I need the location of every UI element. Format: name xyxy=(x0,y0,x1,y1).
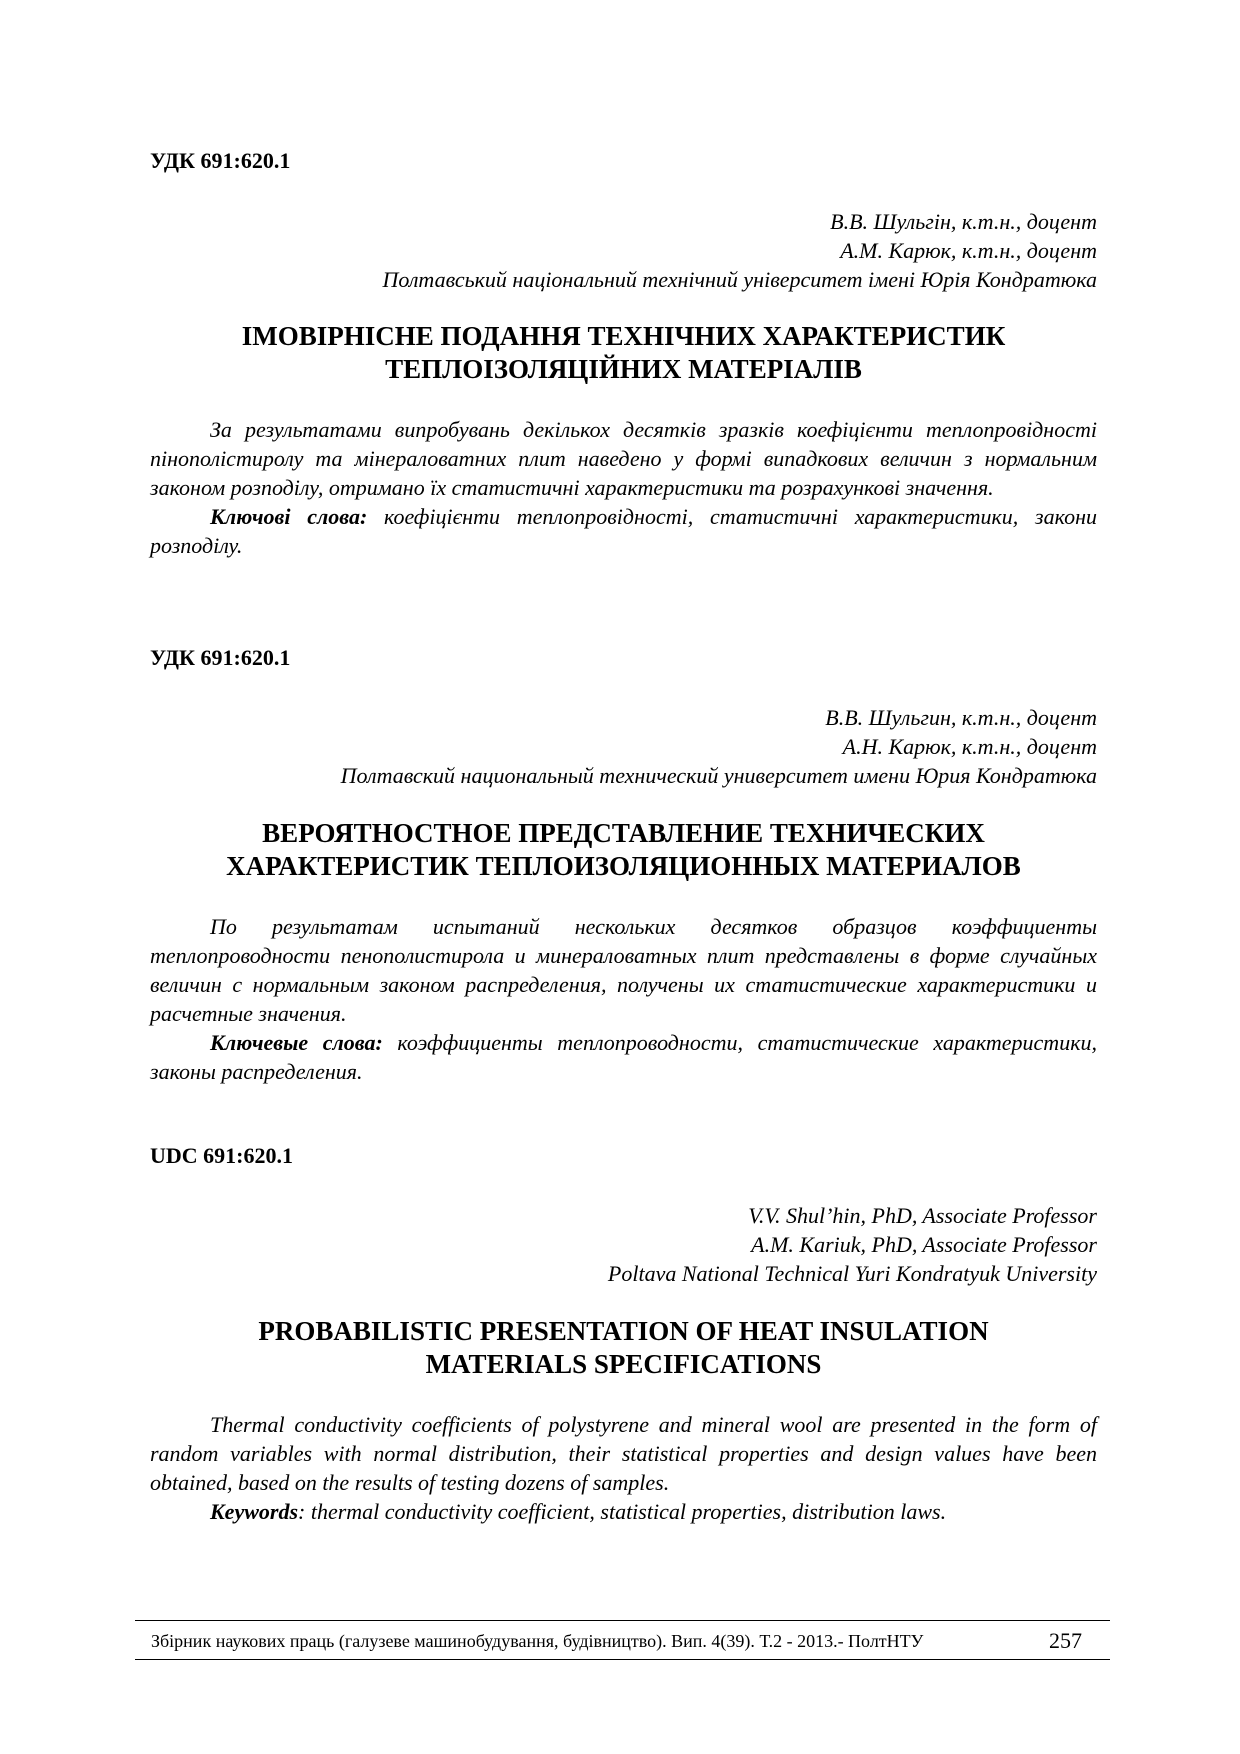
authors-uk xyxy=(150,207,1097,294)
keywords-text: : thermal conductivity coefficient, statistical properties, distribution laws. xyxy=(298,1499,947,1524)
affiliation: Полтавський національний технічний університет імені Юрія Кондратюка xyxy=(382,267,1097,292)
udc-code: УДК 691:620.1 xyxy=(150,645,291,670)
udc-code: UDC 691:620.1 xyxy=(150,1143,293,1168)
section-ru xyxy=(150,645,1097,671)
abstract-text: По результатам испытаний нескольких десятков образцов коэффициенты теплопроводности пенополистирола и минераловатных плит представлены в форме случайных величин с нормальным законом распределения, получены их статистические характеристики и расчетные значения. xyxy=(150,914,1097,1026)
author-2: А.М. Карюк, к.т.н., доцент xyxy=(840,238,1097,263)
affiliation: Полтавский национальный технический университет имени Юрия Кондратюка xyxy=(340,763,1097,788)
footer-row xyxy=(135,1621,1110,1659)
abstract-uk xyxy=(150,415,1097,560)
author-1: В.В. Шульгин, к.т.н., доцент xyxy=(825,705,1097,730)
title-line-2: ХАРАКТЕРИСТИК ТЕПЛОИЗОЛЯЦИОННЫХ МАТЕРИАЛОВ xyxy=(226,851,1021,881)
abstract-text: Thermal conductivity coefficients of polystyrene and mineral wool are presented in the form of random variables with normal distribution, their statistical properties and design values have been obtained, based on the results of testing dozens of samples. xyxy=(150,1412,1097,1495)
abstract-en xyxy=(150,1410,1097,1526)
section-en xyxy=(150,1143,1097,1169)
keywords-text: коэффициенты теплопроводности, статистические характеристики, законы распределения. xyxy=(150,1030,1097,1084)
abstract-ru xyxy=(150,912,1097,1086)
title-uk xyxy=(150,320,1097,386)
author-1: В.В. Шульгін, к.т.н., доцент xyxy=(830,209,1097,234)
title-line-1: ВЕРОЯТНОСТНОЕ ПРЕДСТАВЛЕНИЕ ТЕХНИЧЕСКИХ xyxy=(262,818,985,848)
journal-citation: Збірник наукових праць (галузеве машинобудування, будівництво). Вип. 4(39). Т.2 - 2013.- ПолтНТУ xyxy=(151,1631,924,1651)
keywords-paragraph xyxy=(150,502,1097,560)
authors-en xyxy=(150,1201,1097,1288)
page-number: 257 xyxy=(1049,1628,1082,1653)
keywords-label: Ключові слова: xyxy=(210,504,368,529)
title-ru xyxy=(150,817,1097,883)
keywords-paragraph xyxy=(150,1497,1097,1526)
title-line-2: MATERIALS SPECIFICATIONS xyxy=(425,1349,822,1379)
title-line-2: ТЕПЛОІЗОЛЯЦІЙНИХ МАТЕРІАЛІВ xyxy=(385,354,862,384)
footer-rule-bottom xyxy=(135,1659,1110,1660)
keywords-paragraph xyxy=(150,1028,1097,1086)
keywords-text: коефіцієнти теплопровідності, статистичні характеристики, закони розподілу. xyxy=(150,504,1097,558)
udc-code: УДК 691:620.1 xyxy=(150,148,291,173)
author-2: А.Н. Карюк, к.т.н., доцент xyxy=(842,734,1097,759)
keywords-label: Ключевые слова: xyxy=(210,1030,383,1055)
affiliation: Poltava National Technical Yuri Kondratyuk University xyxy=(607,1261,1097,1286)
keywords-label: Keywords xyxy=(210,1499,298,1524)
title-line-1: PROBABILISTIC PRESENTATION OF HEAT INSULATION xyxy=(258,1316,989,1346)
author-1: V.V. Shul’hin, PhD, Associate Professor xyxy=(748,1203,1097,1228)
abstract-text: За результатами випробувань декількох десятків зразків коефіцієнти теплопровідності пінополістиролу та мінераловатних плит наведено у формі випадкових величин з нормальним законом розподілу, отримано їх статистичні характеристики та розрахункові значення. xyxy=(150,417,1097,500)
section-uk xyxy=(150,148,1097,174)
title-en xyxy=(150,1315,1097,1381)
author-2: A.M. Kariuk, PhD, Associate Professor xyxy=(751,1232,1097,1257)
title-line-1: ІМОВІРНІСНЕ ПОДАННЯ ТЕХНІЧНИХ ХАРАКТЕРИСТИК xyxy=(241,321,1006,351)
authors-ru xyxy=(150,703,1097,790)
page-footer xyxy=(135,1620,1110,1660)
